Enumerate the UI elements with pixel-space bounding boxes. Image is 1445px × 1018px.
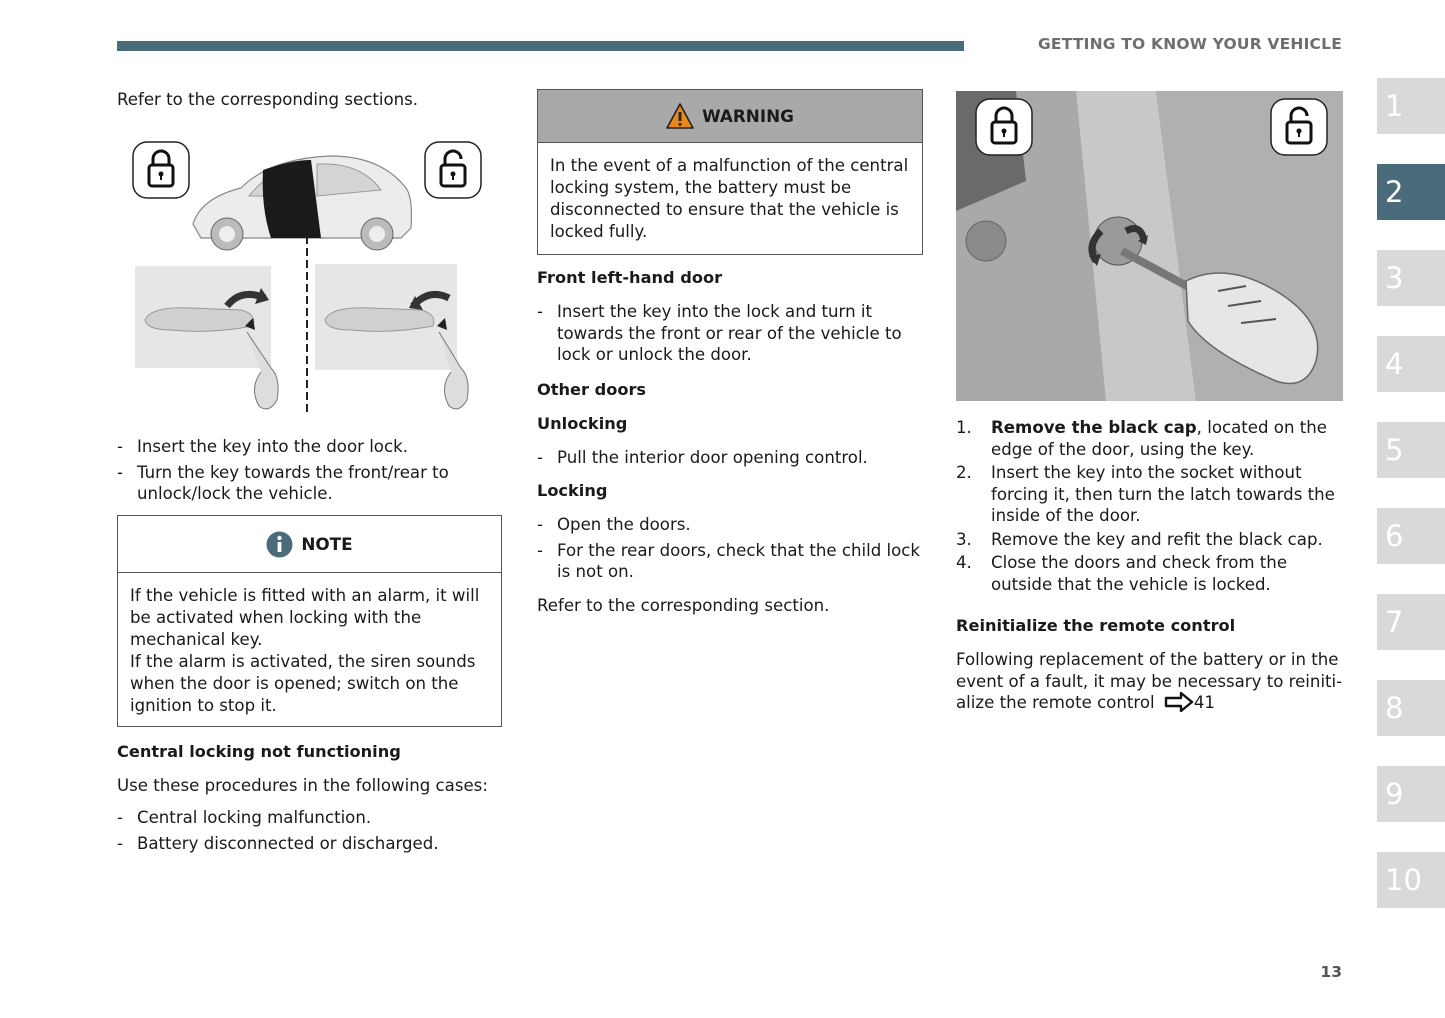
intro-text: Refer to the corresponding sections. <box>117 90 419 109</box>
list-item: 1. Remove the black cap, located on the edge of the door, using the key. <box>956 418 1327 459</box>
paragraph: Refer to the corresponding section. <box>537 596 830 615</box>
steps-list <box>956 417 1343 597</box>
sub-heading: Unlocking <box>537 414 628 433</box>
lock-closed-icon <box>133 142 189 198</box>
warning-triangle-icon <box>666 103 694 129</box>
section-heading: Reinitialize the remote control <box>956 616 1236 635</box>
lock-open-icon <box>1271 99 1327 155</box>
page-reference-arrow-icon[interactable] <box>1164 692 1194 712</box>
warning-body: In the event of a malfunction of the central locking system, the battery must be disconnected to ensure that the vehicle is locked fully. <box>550 156 909 241</box>
chapter-tab-7[interactable]: 7 <box>1377 594 1445 650</box>
front-door-list <box>537 301 923 370</box>
door-latch-illustration <box>956 91 1343 401</box>
chapter-tab-10[interactable]: 10 <box>1377 852 1445 908</box>
list-item: - Open the doors. <box>537 514 923 536</box>
note-title: NOTE <box>301 534 353 554</box>
section-heading: Other doors <box>537 380 647 399</box>
note-body: If the vehicle is fitted with an alarm, it will be activated when locking with the mechanical key. If the alarm is activated, the siren sounds when the door is opened; switch on the ignition to stop it. <box>130 586 480 715</box>
lock-open-icon <box>425 142 481 198</box>
section-heading: Front left-hand door <box>537 268 723 287</box>
cases-list <box>117 807 503 858</box>
chapter-tab-2[interactable]: 2 <box>1377 164 1445 220</box>
list-item: 2. Insert the key into the socket without forcing it, then turn the latch towards the inside of the door. <box>956 463 1335 525</box>
note-header <box>118 516 501 573</box>
car-door-lock-illustration <box>131 138 507 420</box>
paragraph: Use these procedures in the following cases: <box>117 776 488 795</box>
chapter-tab-9[interactable]: 9 <box>1377 766 1445 822</box>
page-number: 13 <box>1320 963 1342 981</box>
section-title: GETTING TO KNOW YOUR VEHICLE <box>1038 35 1342 53</box>
page-reference-link[interactable]: 41 <box>1193 693 1215 712</box>
chapter-tab-3[interactable]: 3 <box>1377 250 1445 306</box>
chapter-tab-6[interactable]: 6 <box>1377 508 1445 564</box>
chapter-tab-1[interactable]: 1 <box>1377 78 1445 134</box>
warning-title: WARNING <box>702 106 794 126</box>
list-item: - Pull the interior door opening control. <box>537 447 923 469</box>
header-rule <box>117 41 964 51</box>
note-box <box>117 515 502 727</box>
list-item: 3. Remove the key and refit the black cap. <box>956 529 1323 549</box>
unlocking-list <box>537 447 923 473</box>
list-item: - Battery disconnected or discharged. <box>117 833 503 855</box>
locking-list <box>537 514 923 587</box>
paragraph: Following replacement of the battery or in the event of a fault, it may be necessary to reiniti-alize the remote control 41 <box>956 650 1343 712</box>
list-item: 4. Close the doors and check from the outside that the vehicle is locked. <box>956 553 1288 594</box>
sub-heading: Locking <box>537 481 608 500</box>
list-item: - Turn the key towards the front/rear to unlock/lock the vehicle. <box>117 462 503 505</box>
section-heading: Central locking not functioning <box>117 742 401 761</box>
chapter-tab-5[interactable]: 5 <box>1377 422 1445 478</box>
list-item: - Insert the key into the lock and turn it towards the front or rear of the vehicle to lock or unlock the door. <box>537 301 923 366</box>
chapter-tab-8[interactable]: 8 <box>1377 680 1445 736</box>
warning-box <box>537 89 923 255</box>
car-side-view <box>193 156 411 250</box>
list-item: - Insert the key into the door lock. <box>117 436 503 458</box>
key-steps-list <box>117 436 503 509</box>
lock-closed-icon <box>976 99 1032 155</box>
chapter-tab-4[interactable]: 4 <box>1377 336 1445 392</box>
list-item: - Central locking malfunction. <box>117 807 503 829</box>
list-item: - For the rear doors, check that the child lock is not on. <box>537 540 923 583</box>
warning-header <box>538 90 922 143</box>
info-icon <box>266 531 293 558</box>
